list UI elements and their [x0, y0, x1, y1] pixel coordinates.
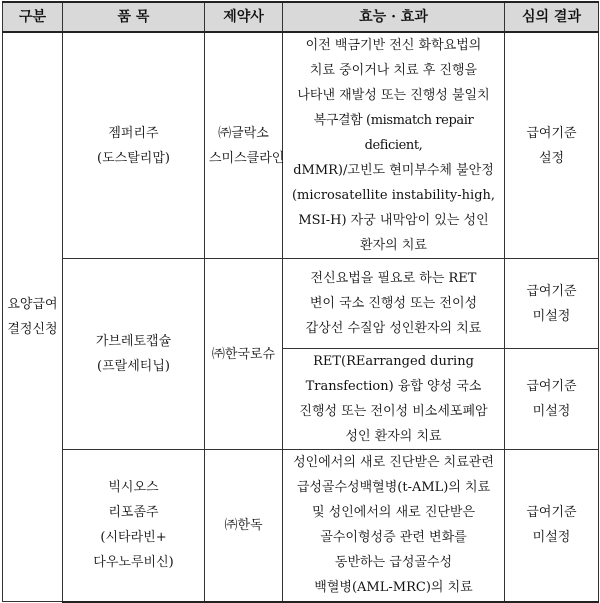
table-row: [3, 259, 599, 349]
efficacy-line: 동반하는 급성골수성: [334, 555, 453, 571]
efficacy-line: 치료 중이거나 치료 후 진행을: [309, 63, 478, 78]
efficacy-line: 성인 환자의 치료: [345, 429, 442, 444]
result-cell: [505, 349, 599, 450]
company-line: ㈜한국로슈: [211, 346, 276, 362]
efficacy-line: 백혈병(AML-MRC)의 치료: [314, 580, 473, 596]
product-line: 가브레토캡슐: [95, 334, 172, 349]
header-category: 구분: [3, 2, 63, 32]
efficacy-cell: [283, 259, 505, 349]
product-cell: [63, 32, 205, 259]
product-line: 젬퍼리주: [108, 125, 159, 141]
header-efficacy: 효능 · 효과: [283, 2, 505, 32]
efficacy-line: (microsatellite instability-high,: [291, 188, 496, 203]
efficacy-line: MSI-H) 자궁 내막암이 있는 성인: [298, 213, 489, 228]
result-line: 급여기준: [526, 379, 577, 394]
company-cell: [205, 450, 283, 602]
table-row: [3, 450, 599, 602]
product-line: (프랄세티닙): [97, 359, 170, 374]
category-cell: [3, 32, 63, 602]
efficacy-line: 이전 백금기반 전신 화학요법의: [305, 38, 482, 53]
result-line: 급여기준: [526, 283, 577, 299]
efficacy-line: 급성골수성백혈병(t-AML)의 치료: [296, 480, 491, 496]
review-results-table: [2, 1, 599, 603]
efficacy-line: 진행성 또는 전이성 비소세포폐암: [299, 404, 488, 419]
efficacy-line: 복구결함 (mismatch repair deficient,: [313, 113, 474, 153]
efficacy-line: 환자의 치료: [360, 238, 427, 253]
result-line: 미설정: [532, 530, 571, 546]
efficacy-line: 성인에서의 새로 진단받은 치료관련: [293, 455, 494, 471]
product-line: (도스탈리맙): [97, 150, 170, 166]
efficacy-line: dMMR)/고빈도 현미부수체 불안정: [293, 163, 494, 178]
product-line: 빅시오스: [108, 480, 159, 496]
result-line: 급여기준: [526, 125, 577, 141]
efficacy-line: 변이 국소 진행성 또는 전이성: [309, 296, 478, 311]
category-line: 요양급여: [7, 297, 58, 312]
company-line: ㈜한독: [224, 517, 263, 533]
company-cell: [205, 32, 283, 259]
result-cell: [505, 259, 599, 349]
efficacy-cell: [283, 349, 505, 450]
company-cell: [205, 259, 283, 450]
result-line: 설정: [538, 150, 565, 166]
product-cell: [63, 450, 205, 602]
company-line: 스미스클라인: [209, 150, 285, 166]
table-row: [3, 32, 599, 259]
result-line: 미설정: [532, 308, 571, 324]
product-line: 다우노루비신): [93, 555, 174, 571]
efficacy-line: 및 성인에서의 새로 진단받은: [311, 505, 476, 521]
efficacy-line: 갑상선 수질암 성인환자의 치료: [305, 321, 482, 336]
efficacy-line: 골수이형성증 관련 변화를: [320, 530, 467, 546]
efficacy-cell: [283, 450, 505, 602]
result-cell: [505, 450, 599, 602]
efficacy-line: Transfection) 융합 양성 국소: [305, 379, 482, 394]
product-line: 리포좀주: [108, 505, 159, 521]
company-line: ㈜글락소: [218, 125, 269, 141]
efficacy-line: 나타낸 재발성 또는 진행성 불일치: [297, 88, 490, 103]
header-company: 제약사: [205, 2, 283, 32]
header-result: 심의 결과: [505, 2, 599, 32]
result-line: 미설정: [532, 404, 571, 419]
header-product: 품 목: [63, 2, 205, 32]
category-line: 결정신청: [7, 322, 58, 337]
product-line: (시타라빈+: [100, 530, 167, 546]
result-cell: [505, 32, 599, 259]
product-cell: [63, 259, 205, 450]
table-header-row: [3, 2, 599, 32]
efficacy-line: 전신요법을 필요로 하는 RET: [310, 271, 477, 286]
efficacy-line: RET(REarranged during: [313, 354, 474, 369]
efficacy-cell: [283, 32, 505, 259]
result-line: 급여기준: [526, 505, 577, 521]
